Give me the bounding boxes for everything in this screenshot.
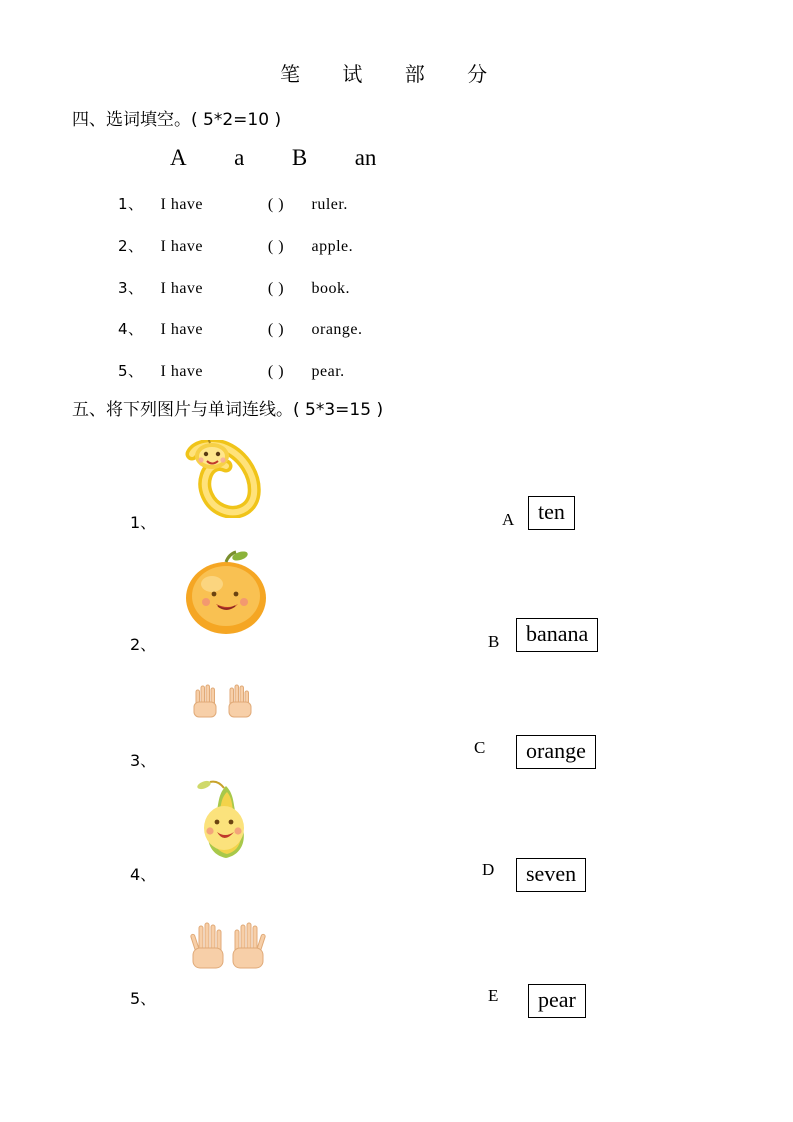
question-word: apple. [311, 238, 354, 255]
question-word: pear. [311, 363, 345, 380]
match-item-number: 5、 [130, 989, 157, 1008]
choice-letter-c: C [474, 738, 486, 757]
section-5-heading: 五、将下列图片与单词连线。( 5*3=15 ) [72, 400, 384, 420]
question-stem: I have [160, 238, 204, 255]
question-stem: I have [160, 321, 204, 338]
orange-image [180, 548, 272, 638]
fill-blank-row [118, 193, 348, 214]
word-bank-option-an: an [354, 145, 377, 170]
choice-letter-b: B [488, 632, 500, 651]
pear-image [180, 778, 272, 868]
answer-blank[interactable]: ( ) [267, 321, 285, 338]
fill-blank-row [118, 235, 353, 256]
banana-image [182, 440, 282, 518]
word-bank-option-a-lower: a [234, 145, 245, 170]
two-hands-ten-image [190, 918, 268, 976]
question-number: 3、 [118, 279, 144, 297]
question-word: book. [311, 280, 350, 297]
word-bank-option-b: B [291, 145, 308, 170]
answer-blank[interactable]: ( ) [267, 280, 285, 297]
word-bank [170, 145, 376, 171]
fill-blank-row [118, 277, 350, 298]
word-bank-option-a: A [170, 145, 187, 170]
answer-blank[interactable]: ( ) [267, 238, 285, 255]
choice-word-pear[interactable]: pear [528, 984, 586, 1018]
fill-blank-row [118, 318, 363, 339]
answer-blank[interactable]: ( ) [267, 363, 285, 380]
match-item-number: 2、 [130, 635, 157, 654]
match-item-number: 3、 [130, 751, 157, 770]
fill-blank-row [118, 360, 345, 381]
choice-letter-a: A [502, 510, 515, 529]
question-stem: I have [160, 280, 204, 297]
choice-letter-d: D [482, 860, 495, 879]
question-number: 4、 [118, 320, 144, 338]
match-item-number: 4、 [130, 865, 157, 884]
choice-word-ten[interactable]: ten [528, 496, 575, 530]
answer-blank[interactable]: ( ) [267, 196, 285, 213]
question-stem: I have [160, 363, 204, 380]
match-item-number: 1、 [130, 513, 157, 532]
page-title: 笔 试 部 分 [280, 62, 506, 86]
question-number: 1、 [118, 195, 144, 213]
two-hands-seven-image [192, 682, 254, 727]
choice-word-orange[interactable]: orange [516, 735, 596, 769]
question-stem: I have [160, 196, 204, 213]
question-number: 5、 [118, 362, 144, 380]
section-4-heading: 四、选词填空。( 5*2=10 ) [72, 110, 282, 130]
choice-word-seven[interactable]: seven [516, 858, 586, 892]
choice-letter-e: E [488, 986, 499, 1005]
choice-word-banana[interactable]: banana [516, 618, 598, 652]
question-word: ruler. [311, 196, 348, 213]
question-word: orange. [311, 321, 363, 338]
question-number: 2、 [118, 237, 144, 255]
